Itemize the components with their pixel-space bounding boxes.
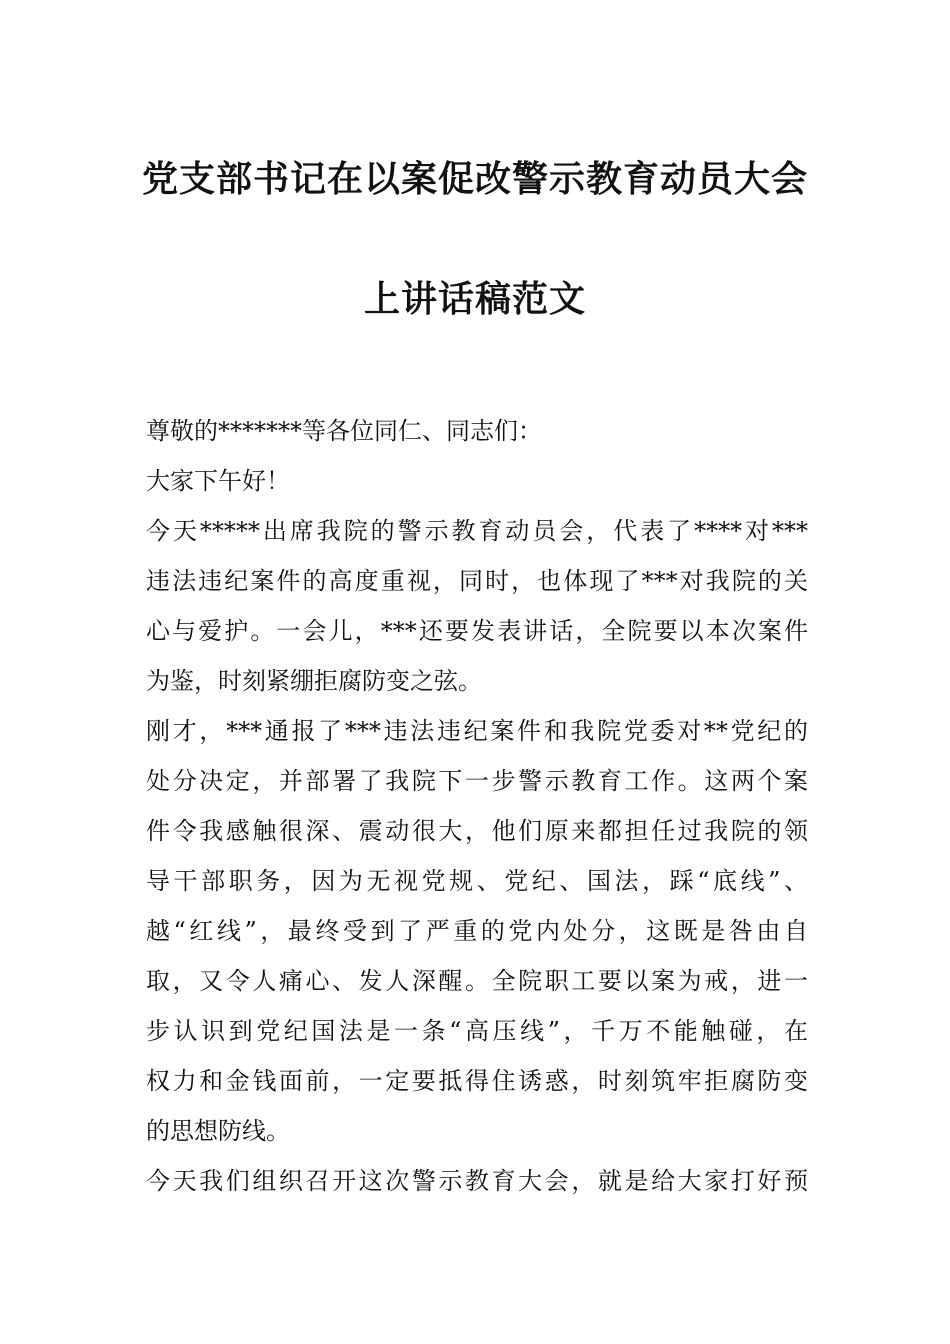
paragraph-line: 处分决定，并部署了我院下一步警示教育工作。这两个案 [146, 767, 808, 795]
salutation: 尊敬的*******等各位同仁、同志们： [146, 417, 542, 445]
paragraph-2 [146, 706, 808, 1156]
document-title-line-2: 上讲话稿范文 [363, 279, 586, 320]
paragraph-line: 步认识到党纪国法是一条“高压线”，千万不能触碰，在 [146, 1017, 808, 1045]
greeting: 大家下午好！ [146, 467, 290, 495]
paragraph-line: 件令我感触很深、震动很大，他们原来都担任过我院的领 [146, 817, 808, 845]
paragraph-line: 的思想防线。 [146, 1117, 290, 1145]
paragraph-line: 违法违纪案件的高度重视，同时，也体现了***对我院的关 [146, 567, 808, 595]
paragraph-1 [146, 506, 808, 706]
document-title-line-1: 党支部书记在以案促改警示教育动员大会 [141, 159, 808, 200]
paragraph-line: 今天*****出席我院的警示教育动员会，代表了****对*** [146, 517, 808, 545]
paragraph-3 [146, 1156, 808, 1206]
paragraph-line: 心与爱护。一会儿，***还要发表讲话，全院要以本次案件 [146, 617, 808, 645]
paragraph-line: 取，又令人痛心、发人深醒。全院职工要以案为戒，进一 [146, 967, 808, 995]
paragraph-line: 刚才，***通报了***违法违纪案件和我院党委对**党纪的 [146, 717, 808, 745]
paragraph-line: 权力和金钱面前，一定要抵得住诱惑，时刻筑牢拒腐防变 [146, 1067, 808, 1095]
paragraph-line: 为鉴，时刻紧绷拒腐防变之弦。 [146, 667, 482, 695]
paragraph-line: 今天我们组织召开这次警示教育大会，就是给大家打好预 [146, 1167, 808, 1195]
paragraph-line: 导干部职务，因为无视党规、党纪、国法，踩“底线”、 [146, 867, 808, 895]
document-body [146, 406, 808, 1206]
paragraph-line: 越“红线”，最终受到了严重的党内处分，这既是咎由自 [146, 917, 808, 945]
